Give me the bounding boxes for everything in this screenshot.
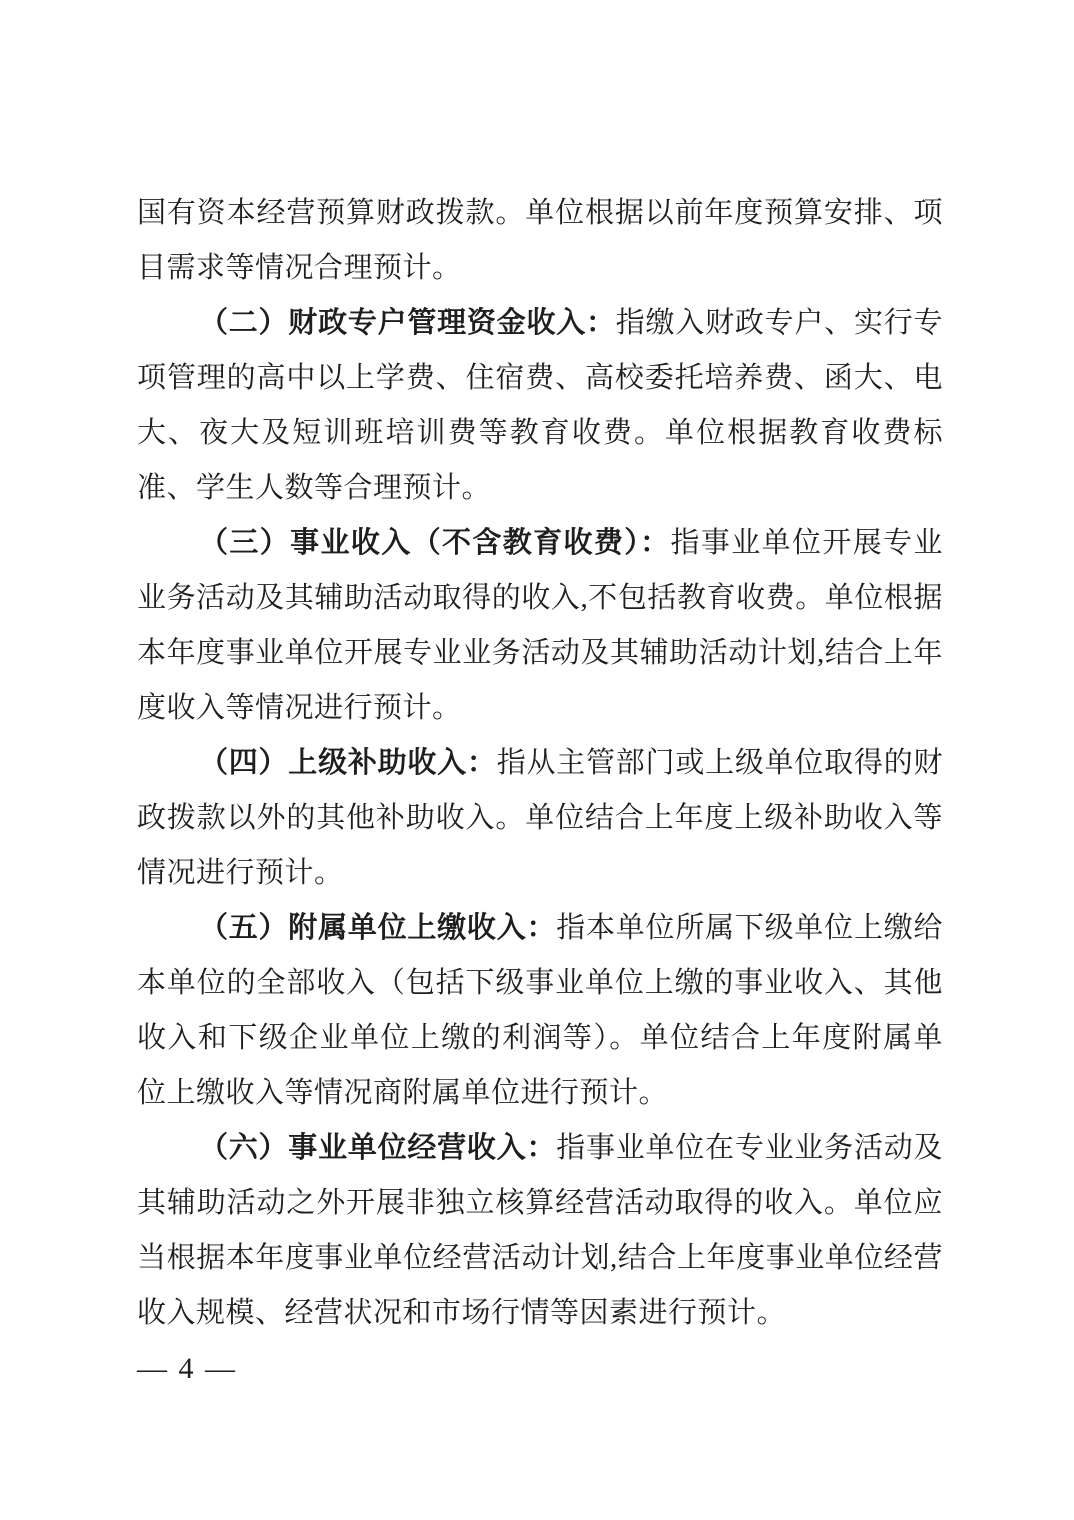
paragraph-item-3 <box>137 516 943 736</box>
paragraph-item-6 <box>137 1121 943 1341</box>
paragraph-text: 指事业单位在专业业务活动及其辅助活动之外开展非独立核算经营活动取得的收入。单位应当根据本年度事业单位经营活动计划,结合上年度事业单位经营收入规模、经营状况和市场行情等因素进行预计。 <box>137 1132 943 1329</box>
paragraph-item-5 <box>137 901 943 1121</box>
paragraph-text: 国有资本经营预算财政拨款。单位根据以前年度预算安排、项目需求等情况合理预计。 <box>137 197 943 284</box>
paragraph-text: 指从主管部门或上级单位取得的财政拨款以外的其他补助收入。单位结合上年度上级补助收入等情况进行预计。 <box>137 747 943 889</box>
paragraph-text: 指缴入财政专户、实行专项管理的高中以上学费、住宿费、高校委托培养费、函大、电大、夜大及短训班培训费等教育收费。单位根据教育收费标准、学生人数等合理预计。 <box>137 307 943 504</box>
paragraph-lead: （五）附属单位上缴收入： <box>199 912 557 944</box>
paragraph-lead: （六）事业单位经营收入： <box>199 1132 557 1164</box>
document-body <box>137 186 943 1341</box>
paragraph-text: 指本单位所属下级单位上缴给本单位的全部收入（包括下级事业单位上缴的事业收入、其他收入和下级企业单位上缴的利润等）。单位结合上年度附属单位上缴收入等情况商附属单位进行预计。 <box>137 912 943 1109</box>
paragraph-continuation <box>137 186 943 296</box>
paragraph-lead: （三）事业收入（不含教育收费）： <box>199 527 671 559</box>
paragraph-text: 指事业单位开展专业业务活动及其辅助活动取得的收入,不包括教育收费。单位根据本年度事业单位开展专业业务活动及其辅助活动计划,结合上年度收入等情况进行预计。 <box>137 527 943 724</box>
paragraph-item-4 <box>137 736 943 901</box>
page-number: — 4 — <box>137 1352 237 1385</box>
paragraph-lead: （四）上级补助收入： <box>199 747 497 779</box>
paragraph-item-2 <box>137 296 943 516</box>
paragraph-lead: （二）财政专户管理资金收入： <box>199 307 616 339</box>
